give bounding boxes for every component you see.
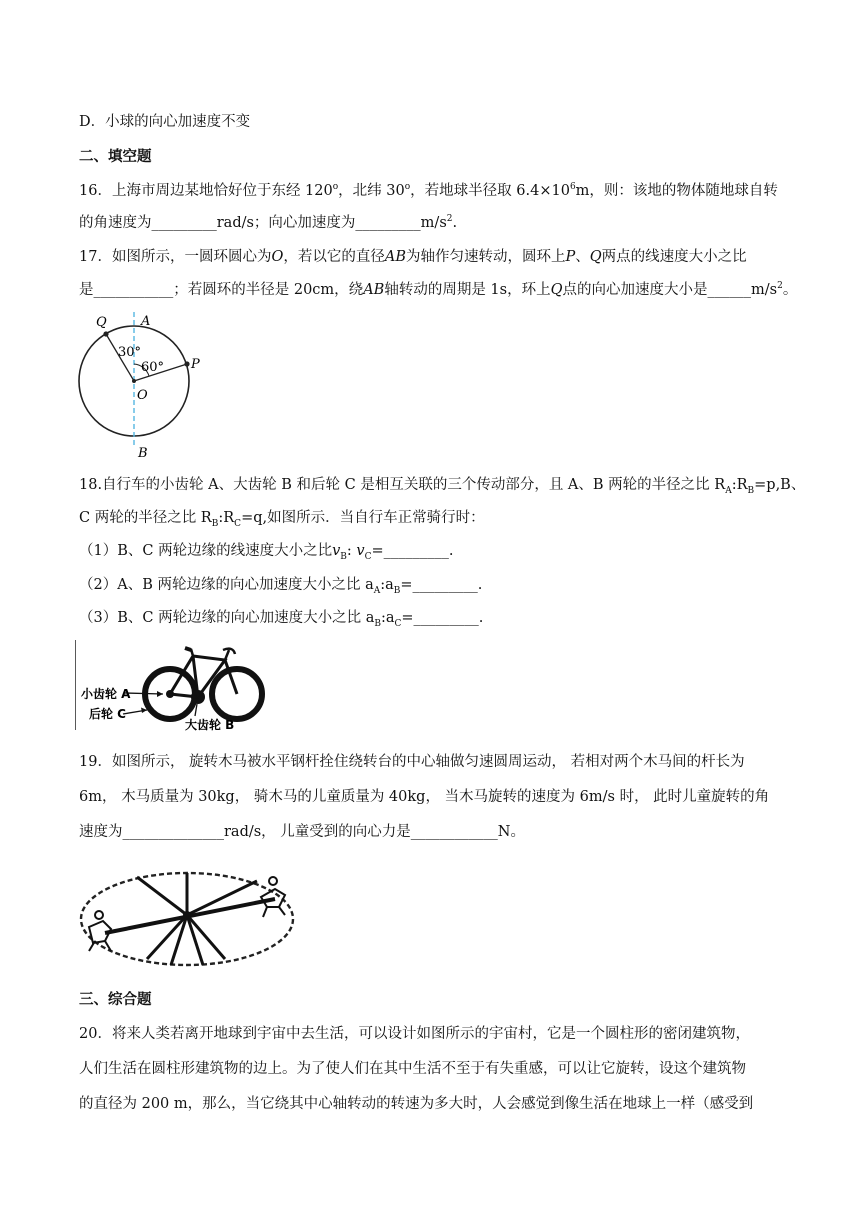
q16-line1: 16．上海市周边某地恰好位于东经 120$^o$，北纬 30$^o$，若地球半径取 $6.4\times 10^6m$，则：该地的物体随地球自转: [79, 182, 778, 199]
q18-line2: C 两轮的半径之比 $R_B:R_C=q$,如图所示．当自行车正常骑行时：: [79, 510, 485, 529]
q17-line1: 17．如图所示，一圆环圆心为O，若以它的直径AB为轴作匀速转动，圆环上P、Q两点的线速度大小之比: [79, 249, 747, 265]
q18-sub2: （2）A、B 两轮边缘的向心加速度大小之比 $a_A:a_B=\_\_\_\_\_\_\_\_\_$.: [79, 577, 483, 596]
q16-line2: 的角速度为_________rad/s；向心加速度为$\_\_\_\_\_\_\_\_\_m/s^2$.: [79, 214, 458, 231]
q19-line3: 速度为______________rad/s， 儿童受到的向心力是____________N。: [79, 824, 525, 840]
label-rear-wheel: 后轮 C: [89, 707, 126, 721]
horse-right: [261, 877, 285, 917]
label-big-gear: 大齿轮 B: [185, 718, 235, 732]
q20-line3: 的直径为 200 m，那么，当它绕其中心轴转动的转速为多大时，人会感觉到像生活在地球上一样（感受到: [79, 1096, 754, 1112]
label-q: Q: [96, 315, 107, 330]
point-p: [184, 361, 189, 366]
q19-line2: 6m， 木马质量为 30kg， 骑木马的儿童质量为 40kg， 当木马旋转的速度为 6m/s 时， 此时儿童旋转的角: [79, 789, 770, 805]
label-small-gear: 小齿轮 A: [81, 687, 131, 701]
point-o: [132, 379, 136, 383]
section2-title: 二、填空题: [79, 148, 152, 165]
label-a: A: [141, 314, 151, 329]
carousel-figure: [75, 855, 305, 975]
section3-title: 三、综合题: [79, 991, 152, 1008]
q19-line1: 19．如图所示， 旋转木马被水平钢杆拴住绕转台的中心轴做匀速圆周运动， 若相对两个木马间的杆长为: [79, 754, 745, 770]
label-b: B: [138, 446, 148, 460]
angle-60-label: 60°: [141, 360, 165, 375]
q20-line1: 20．将来人类若离开地球到宇宙中去生活，可以设计如图所示的宇宙村，它是一个圆柱形的密闭建筑物，: [79, 1026, 750, 1042]
center-axis: [183, 911, 191, 919]
q17-line2: 是___________；若圆环的半径是 20cm，绕AB轴转动的周期是 1s，环上Q点的向心加速度大小是$\_\_\_\_\_\_m/s^2$。: [79, 281, 798, 298]
bicycle-figure: [75, 638, 270, 733]
ring-figure: [75, 308, 215, 460]
q18-line1: 18.自行车的小齿轮 A、大齿轮 B 和后轮 C 是相互关联的三个传动部分，且 A、B 两轮的半径之比 $R_A:R_B=p,B$、: [79, 477, 806, 496]
q18-sub3: （3）B、C 两轮边缘的向心加速度大小之比 $a_B:a_C=\_\_\_\_\_\_\_\_\_$.: [79, 610, 484, 629]
label-p: P: [191, 357, 200, 372]
angle-30-label: 30°: [118, 345, 142, 360]
point-q: [103, 331, 108, 336]
q20-line2: 人们生活在圆柱形建筑物的边上。为了使人们在其中生活不至于有失重感，可以让它旋转，设这个建筑物: [79, 1061, 746, 1077]
q15-option-d: D．小球的向心加速度不变: [79, 114, 251, 130]
label-o: O: [137, 388, 148, 403]
q18-sub1: （1）B、C 两轮边缘的线速度大小之比$v_B$: $v_C=\_\_\_\_\_\_\_\_\_$.: [79, 543, 454, 562]
